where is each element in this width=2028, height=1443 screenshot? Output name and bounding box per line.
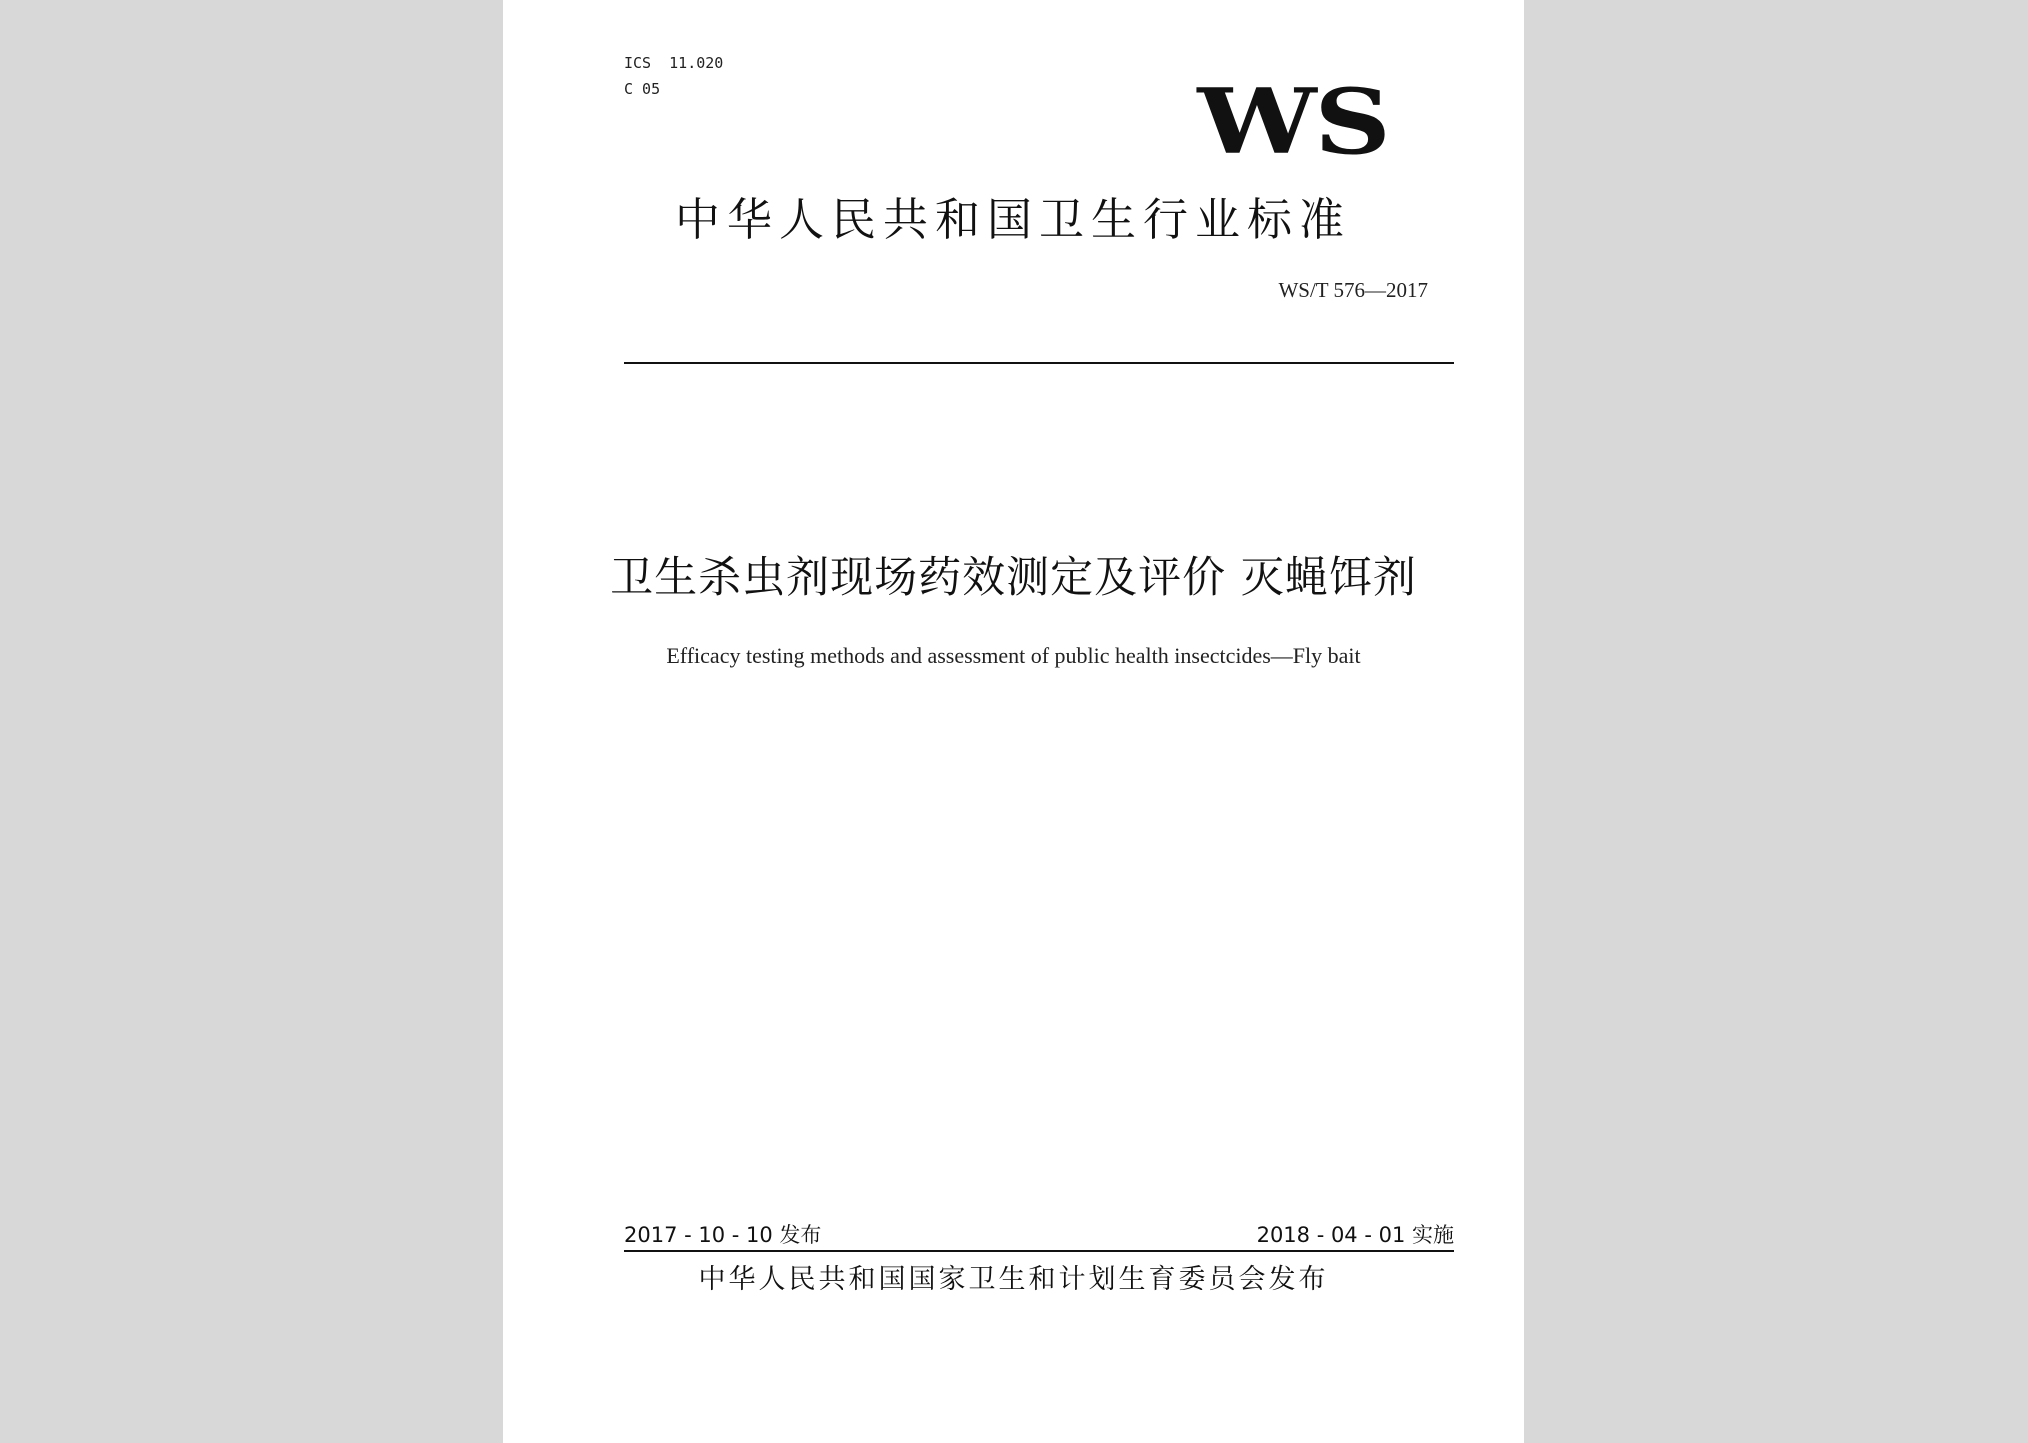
document-title-english: Efficacy testing methods and assessment of public health insectcides—Fly bait: [666, 643, 1361, 668]
ics-code: ICS 11.020: [624, 54, 724, 72]
ws-logo: WS: [1197, 69, 1389, 175]
standard-number: WS/T 576—2017: [1278, 278, 1428, 302]
standard-category-title: 中华人民共和国卫生行业标准: [674, 193, 1351, 246]
date-row: [624, 1220, 1454, 1250]
header-divider: [624, 362, 1454, 364]
classification-codes: [624, 50, 723, 102]
ccs-code: C 05: [624, 80, 661, 98]
issuing-authority: 中华人民共和国国家卫生和计划生育委员会发布: [698, 1264, 1329, 1295]
document-page: [503, 0, 1524, 1443]
issue-date: 2017 - 10 - 10 发布: [624, 1223, 822, 1247]
footer-divider: [624, 1250, 1454, 1252]
implementation-date: 2018 - 04 - 01 实施: [1256, 1223, 1454, 1247]
document-title-chinese: 卫生杀虫剂现场药效测定及评价 灭蝇饵剂: [610, 553, 1417, 603]
